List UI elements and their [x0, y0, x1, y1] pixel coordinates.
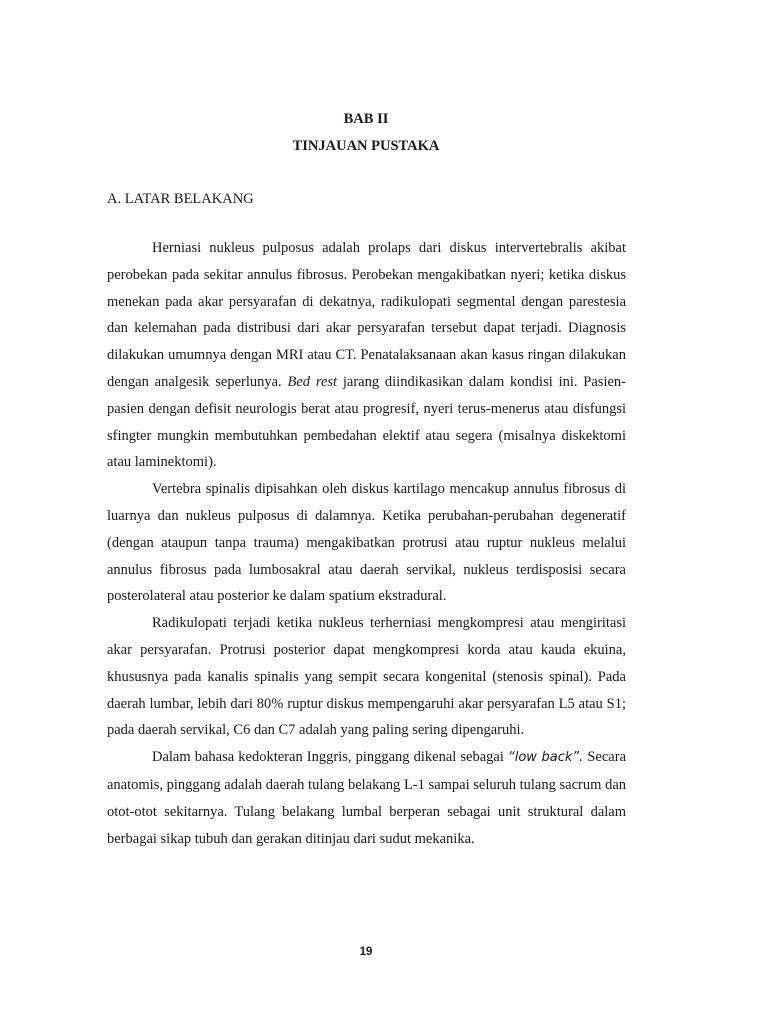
- paragraph-1-text-end: jarang diindikasikan dalam kondisi ini. Pasien-pasien dengan defisit neurologis berat atau progresif, nyeri terus-menerus atau disfungsi sfingter mungkin membutuhkan pembedahan elektif atau segera (misalnya diskektomi atau laminektomi).: [107, 373, 626, 471]
- paragraph-1: [107, 235, 626, 476]
- paragraph-4-italic-term: “low back”.: [507, 750, 584, 766]
- page-number: 19: [359, 946, 373, 958]
- paragraph-2: Vertebra spinalis dipisahkan oleh diskus kartilago mencakup annulus fibrosus di luarnya dan nukleus pulposus di dalamnya. Ketika perubahan-perubahan degeneratif (dengan ataupun tanpa trauma) mengakibatkan protrusi atau ruptur nukleus melalui annulus fibrosus pada lumbosakral atau daerah servikal, nukleus terdisposisi secara posterolateral atau posterior ke dalam spatium ekstradural.: [107, 481, 626, 605]
- paragraph-1-text-start: Herniasi nukleus pulposus adalah prolaps dari diskus intervertebralis akibat perobekan pada sekitar annulus fibrosus. Perobekan mengakibatkan nyeri; ketika diskus menekan pada akar persyarafan di dekatnya, radikulopati segmental dengan parestesia dan kelemahan pada distribusi dari akar persyarafan tersebut dapat terjadi. Diagnosis dilakukan umumnya dengan MRI atau CT. Penatalaksanaan akan kasus ringan dilakukan dengan analgesik seperlunya.: [107, 240, 626, 390]
- paragraph-3: Radikulopati terjadi ketika nukleus terherniasi mengkompresi atau mengiritasi akar persyarafan. Protrusi posterior dapat mengkompresi korda atau kauda ekuina, khususnya pada kanalis spinalis yang sempit secara kongenital (stenosis spinal). Pada daerah lumbar, lebih dari 80% ruptur diskus mempengaruhi akar persyarafan L5 atau S1; pada daerah servikal, C6 dan C7 adalah yang paling sering dipengaruhi.: [107, 615, 626, 739]
- section-heading: A. LATAR BELAKANG: [107, 191, 254, 207]
- paragraph-1-italic-term: Bed rest: [287, 373, 338, 390]
- paragraph-4-text-start: Dalam bahasa kedokteran Inggris, pinggang dikenal sebagai: [152, 749, 508, 766]
- chapter-number: BAB II: [343, 111, 389, 127]
- chapter-title: TINJAUAN PUSTAKA: [292, 138, 440, 154]
- paragraph-4-text-end: Secara anatomis, pinggang adalah daerah tulang belakang L-1 sampai seluruh tulang sacrum dan otot-otot sekitarnya. Tulang belakang lumbal berperan sebagai unit struktural dalam berbagai sikap tubuh dan gerakan ditinjau dari sudut mekanika.: [107, 749, 627, 847]
- body-text: [107, 235, 626, 852]
- paragraph-4: [107, 744, 626, 852]
